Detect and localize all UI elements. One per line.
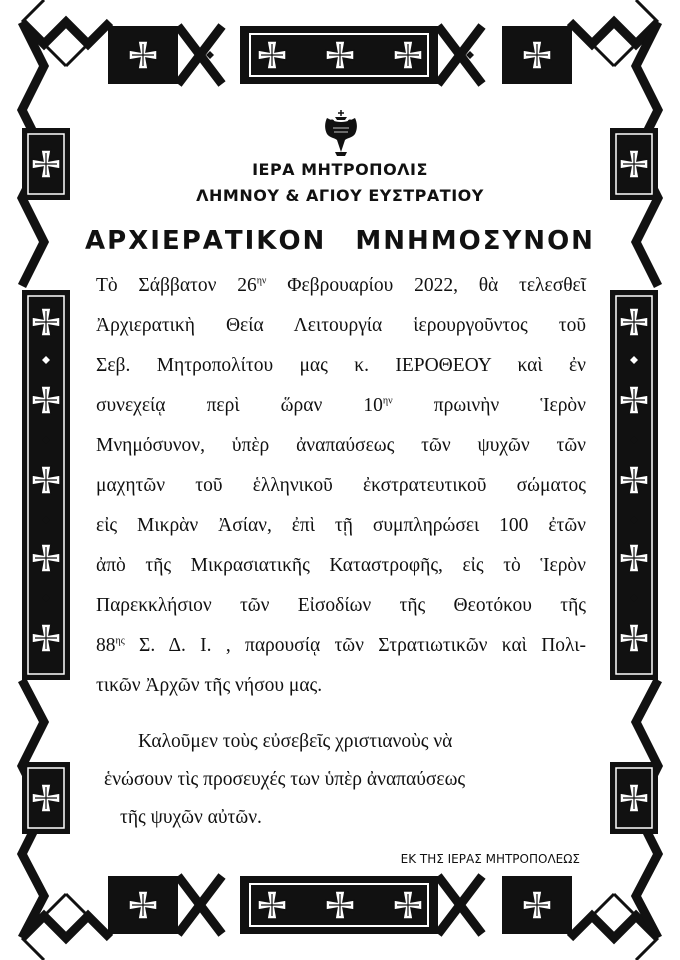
body-line: Σεβ. Μητροπολίτου μας κ. ΙΕΡΟΘΕΟΥ καὶ ἐν xyxy=(96,355,586,376)
body-line: ἀπὸ τῆς Μικρασιατικῆς Καταστροφῆς, εἰς τὸ Ἱερὸν xyxy=(96,555,586,576)
metropolis-region: ΛΗΜΝΟΥ & ΑΓΙΟΥ ΕΥΣΤΡΑΤΙΟΥ xyxy=(196,186,484,205)
body-line: Μνημόσυνον, ὑπὲρ ἀναπαύσεως τῶν ψυχῶν τῶν xyxy=(96,435,586,456)
body-line: συνεχείᾳ περὶ ὥραν $10^{\eta\nu}$ πρωινὴν Ἱερὸν xyxy=(96,395,586,416)
page-title: ΑΡΧΙΕΡΑΤΙΚΟΝ ΜΝΗΜΟΣΥΝΟΝ xyxy=(85,226,595,256)
invitation-line: τῆς ψυχῶν αὐτῶν. xyxy=(120,807,262,828)
invitation-line: Καλοῦμεν τοὺς εὐσεβεῖς χριστιανοὺς νὰ xyxy=(138,731,453,752)
body-line: Ἀρχιερατικὴ Θεία Λειτουργία ἱερουργοῦντος τοῦ xyxy=(96,315,586,336)
body-line: Παρεκκλήσιον τῶν Εἰσοδίων τῆς Θεοτόκου τῆς xyxy=(96,595,586,616)
signature: ΕΚ ΤΗΣ ΙΕΡΑΣ ΜΗΤΡΟΠΟΛΕΩΣ xyxy=(400,852,580,866)
double-headed-eagle-icon xyxy=(321,108,361,158)
metropolis-name: ΙΕΡΑ ΜΗΤΡΟΠΟΛΙΣ xyxy=(252,160,428,179)
invitation-line: ἑνώσουν τὶς προσευχές των ὑπὲρ ἀναπαύσεως xyxy=(104,769,466,790)
body-line: $88^{\eta\varsigma}$ Σ. Δ. Ι. , παρουσίᾳ τῶν Στρατιωτικῶν καὶ Πολι- xyxy=(96,635,586,656)
body-line: τικῶν Ἀρχῶν τῆς νήσου μας. xyxy=(96,675,323,696)
body-line: Τὸ Σάββατον $26^{\eta\nu}$ Φεβρουαρίου 2022, θὰ τελεσθεῖ xyxy=(96,275,586,296)
body-line: μαχητῶν τοῦ ἑλληνικοῦ ἐκστρατευτικοῦ σώματος xyxy=(96,475,586,496)
body-line: εἰς Μικρὰν Ἀσίαν, ἐπὶ τῇ συμπληρώσει 100 ἐτῶν xyxy=(96,515,586,536)
